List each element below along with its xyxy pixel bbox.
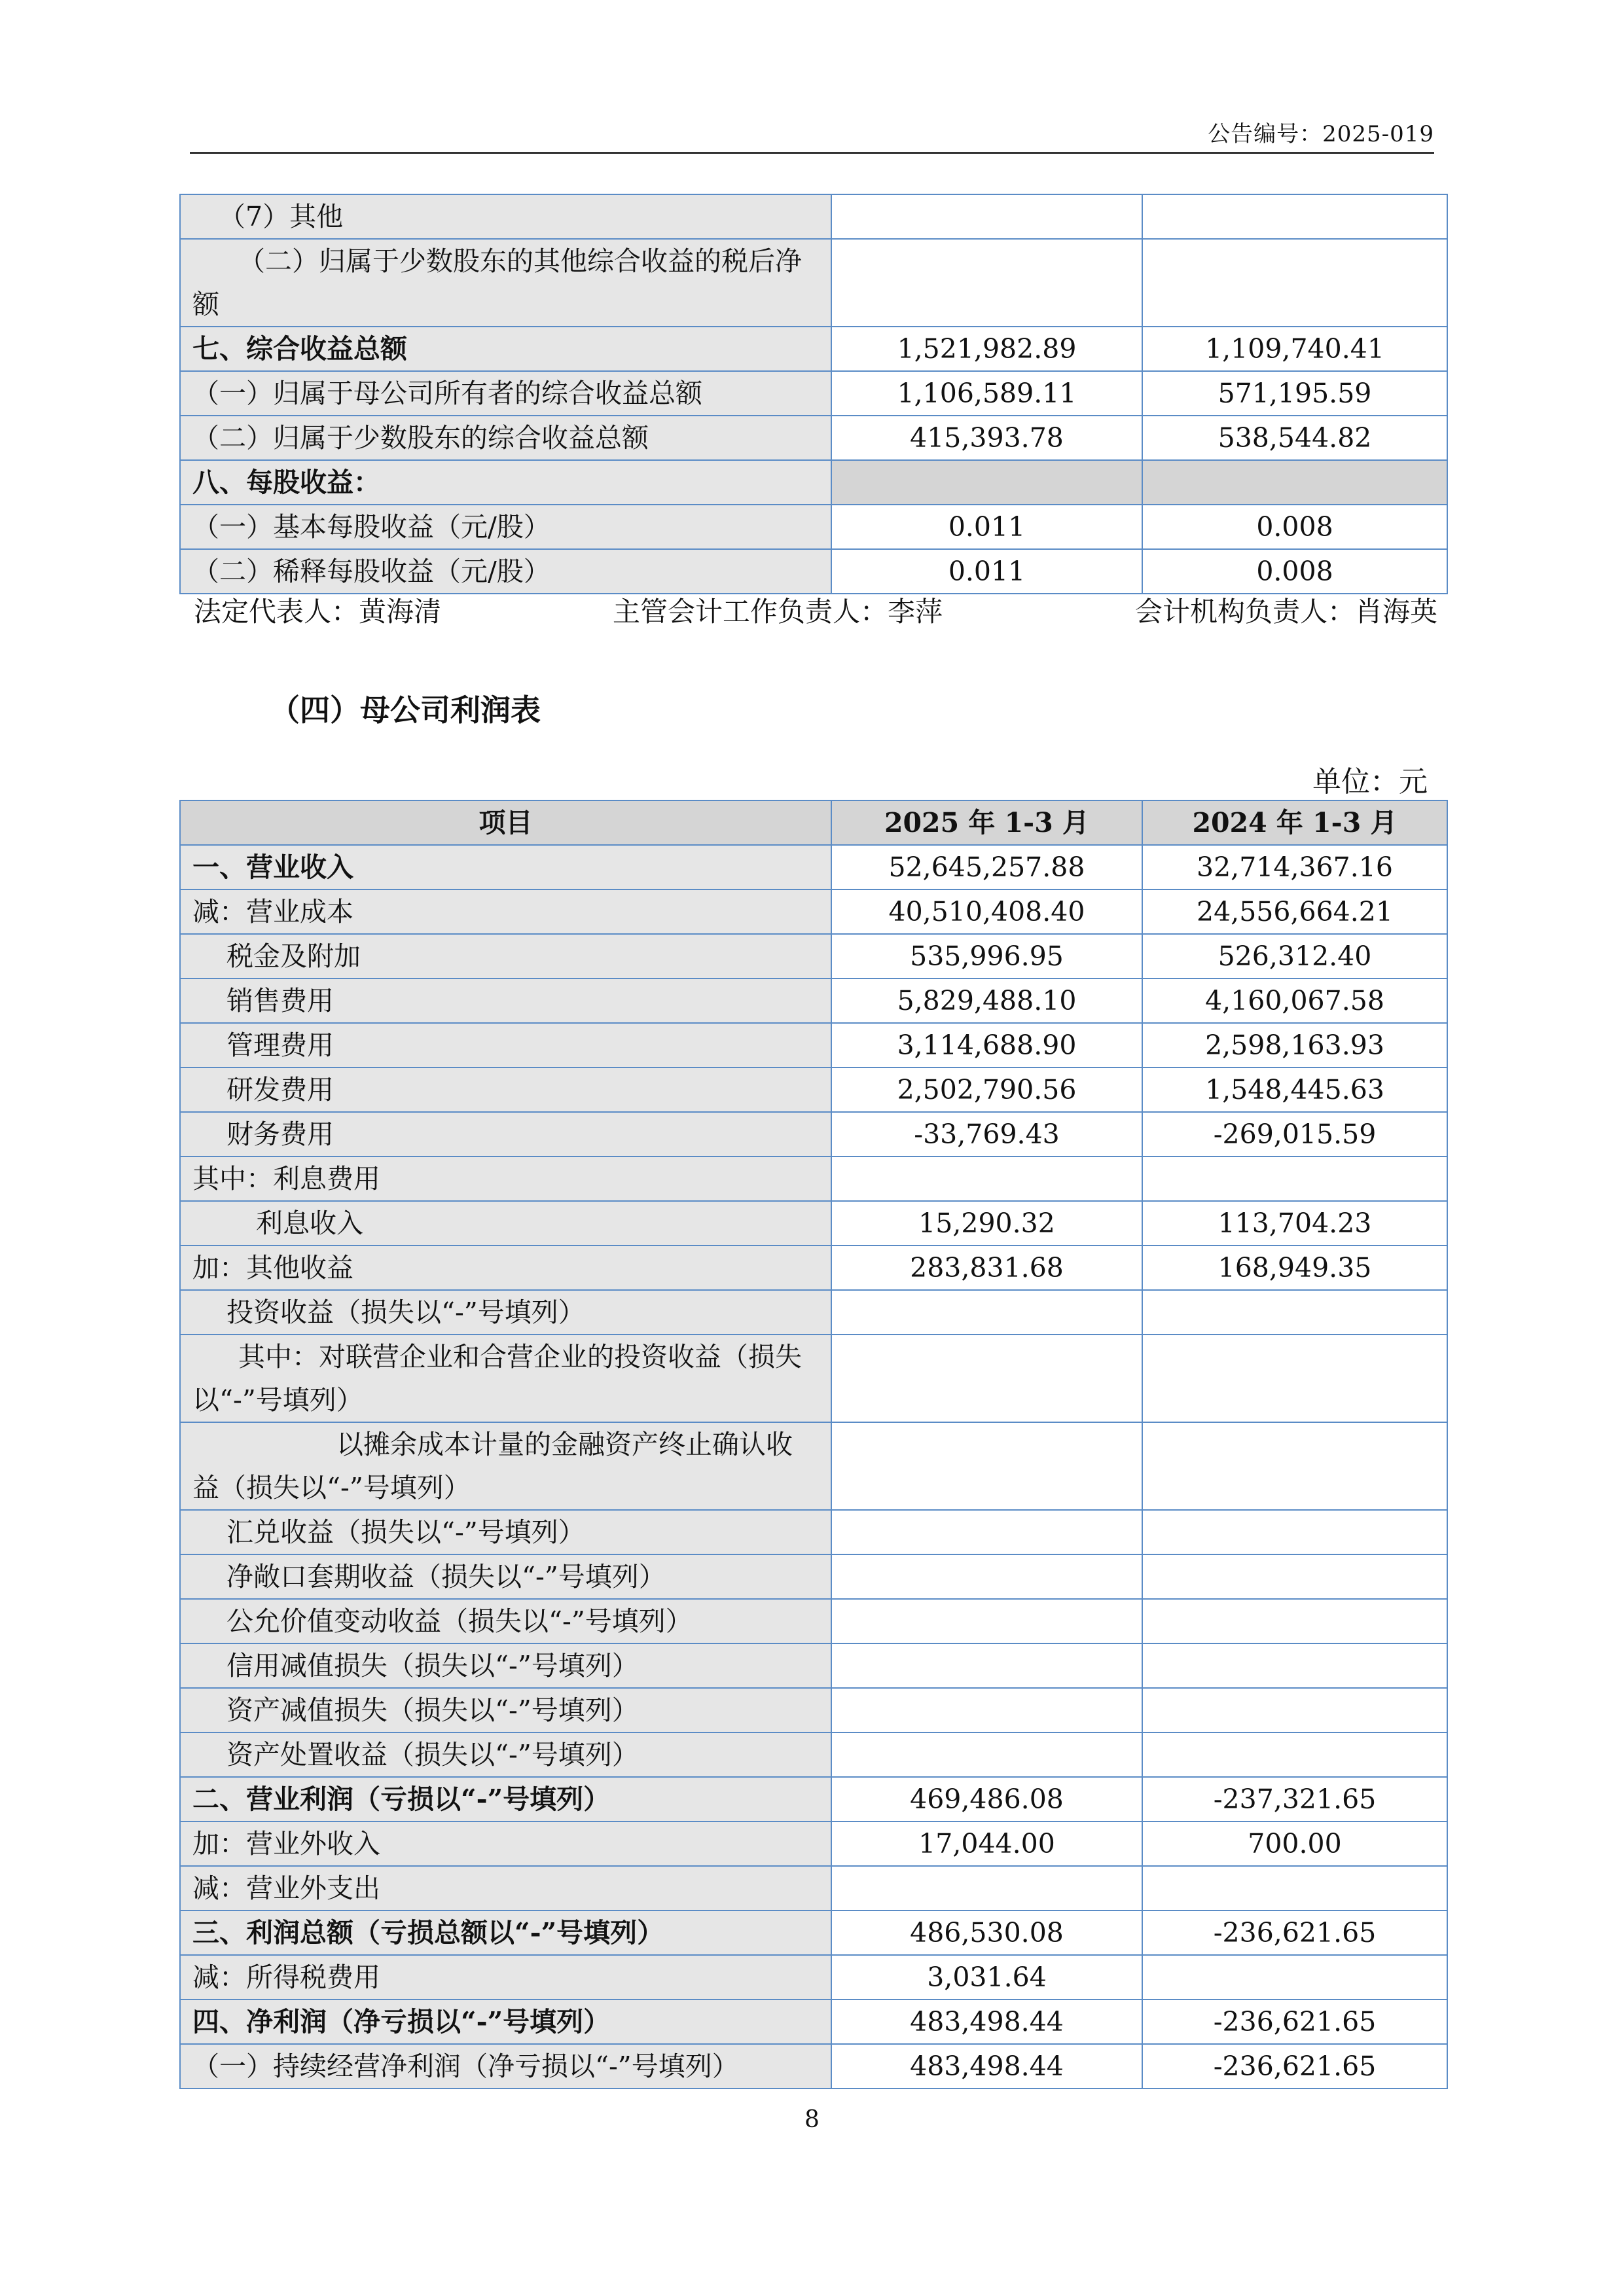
value-2024: [1142, 194, 1447, 239]
table-row: [180, 1290, 1447, 1335]
value-2025: 5,829,488.10: [831, 978, 1142, 1023]
table-row: [180, 1112, 1447, 1157]
row-label: （一）归属于母公司所有者的综合收益总额: [180, 371, 831, 416]
row-label: 以摊余成本计量的金融资产终止确认收益（损失以“-”号填列）: [180, 1422, 831, 1510]
value-2024: 0.008: [1142, 505, 1447, 549]
row-label: （二）归属于少数股东的其他综合收益的税后净额: [180, 239, 831, 327]
row-label: 七、综合收益总额: [180, 327, 831, 371]
value-2025: [831, 460, 1142, 505]
row-label: （二）稀释每股收益（元/股）: [180, 549, 831, 594]
table-row: [180, 1023, 1447, 1067]
value-2025: 469,486.08: [831, 1777, 1142, 1821]
row-label: 减：营业成本: [180, 889, 831, 934]
row-label: 八、每股收益：: [180, 460, 831, 505]
table-row: [180, 1866, 1447, 1910]
value-2024: [1142, 460, 1447, 505]
value-2025: 40,510,408.40: [831, 889, 1142, 934]
value-2024: 113,704.23: [1142, 1201, 1447, 1246]
row-label: 资产减值损失（损失以“-”号填列）: [180, 1688, 831, 1732]
value-2025: 2,502,790.56: [831, 1067, 1142, 1112]
table-row: [180, 1599, 1447, 1643]
table-row: [180, 889, 1447, 934]
row-label: 二、营业利润（亏损以“-”号填列）: [180, 1777, 831, 1821]
row-label: 其中：利息费用: [180, 1157, 831, 1201]
value-2024: [1142, 1955, 1447, 2000]
table-row: [180, 934, 1447, 978]
value-2025: 3,114,688.90: [831, 1023, 1142, 1067]
value-2024: [1142, 1599, 1447, 1643]
header-2025: 2025 年 1-3 月: [831, 800, 1142, 845]
row-label: 信用减值损失（损失以“-”号填列）: [180, 1643, 831, 1688]
value-2025: 1,521,982.89: [831, 327, 1142, 371]
table-header-row: [180, 800, 1447, 845]
accounting-head: 主管会计工作负责人：李萍: [613, 596, 943, 628]
table-row: [180, 1510, 1447, 1554]
table-row: [180, 1910, 1447, 1955]
value-2025: [831, 1688, 1142, 1732]
row-label: （7）其他: [180, 194, 831, 239]
value-2024: [1142, 1643, 1447, 1688]
table-row: [180, 1643, 1447, 1688]
value-2025: -33,769.43: [831, 1112, 1142, 1157]
value-2024: 24,556,664.21: [1142, 889, 1447, 934]
announcement-number: 公告编号：2025-019: [1208, 121, 1434, 147]
table-row: [180, 371, 1447, 416]
value-2024: [1142, 1335, 1447, 1422]
header-rule: [190, 152, 1434, 154]
table-row: [180, 2000, 1447, 2044]
table-row: [180, 505, 1447, 549]
table-row: [180, 2044, 1447, 2089]
table-row: [180, 1246, 1447, 1290]
row-label: 净敞口套期收益（损失以“-”号填列）: [180, 1554, 831, 1599]
value-2024: -236,621.65: [1142, 2000, 1447, 2044]
value-2024: 0.008: [1142, 549, 1447, 594]
table-row: [180, 1067, 1447, 1112]
table-row: [180, 1732, 1447, 1777]
value-2024: [1142, 1510, 1447, 1554]
value-2025: 483,498.44: [831, 2000, 1142, 2044]
value-2025: 535,996.95: [831, 934, 1142, 978]
comprehensive-income-table: [179, 194, 1448, 594]
value-2025: 3,031.64: [831, 1955, 1142, 2000]
value-2024: 538,544.82: [1142, 416, 1447, 460]
value-2024: -237,321.65: [1142, 1777, 1447, 1821]
header-2024: 2024 年 1-3 月: [1142, 800, 1447, 845]
value-2025: 15,290.32: [831, 1201, 1142, 1246]
value-2025: [831, 1643, 1142, 1688]
value-2024: 571,195.59: [1142, 371, 1447, 416]
value-2025: 486,530.08: [831, 1910, 1142, 1955]
value-2024: [1142, 1422, 1447, 1510]
value-2025: [831, 194, 1142, 239]
table-row: [180, 845, 1447, 889]
value-2024: [1142, 239, 1447, 327]
value-2025: [831, 1599, 1142, 1643]
value-2024: 1,109,740.41: [1142, 327, 1447, 371]
table-row: [180, 239, 1447, 327]
table-row: [180, 1688, 1447, 1732]
value-2024: [1142, 1157, 1447, 1201]
value-2025: 0.011: [831, 549, 1142, 594]
row-label: （一）持续经营净利润（净亏损以“-”号填列）: [180, 2044, 831, 2089]
value-2025: [831, 1732, 1142, 1777]
value-2024: [1142, 1732, 1447, 1777]
table-row: [180, 327, 1447, 371]
table-row: [180, 978, 1447, 1023]
row-label: （一）基本每股收益（元/股）: [180, 505, 831, 549]
row-label: 其中：对联营企业和合营企业的投资收益（损失以“-”号填列）: [180, 1335, 831, 1422]
table-row: [180, 1821, 1447, 1866]
value-2024: 1,548,445.63: [1142, 1067, 1447, 1112]
value-2025: [831, 239, 1142, 327]
value-2025: 283,831.68: [831, 1246, 1142, 1290]
value-2024: -269,015.59: [1142, 1112, 1447, 1157]
value-2024: 168,949.35: [1142, 1246, 1447, 1290]
row-label: 财务费用: [180, 1112, 831, 1157]
table-row: [180, 1157, 1447, 1201]
value-2025: [831, 1510, 1142, 1554]
row-label: 加：其他收益: [180, 1246, 831, 1290]
value-2025: [831, 1290, 1142, 1335]
table-row: [180, 1201, 1447, 1246]
value-2024: [1142, 1290, 1447, 1335]
header-item: 项目: [180, 800, 831, 845]
row-label: （二）归属于少数股东的综合收益总额: [180, 416, 831, 460]
value-2025: [831, 1554, 1142, 1599]
row-label: 税金及附加: [180, 934, 831, 978]
value-2024: [1142, 1866, 1447, 1910]
value-2024: [1142, 1554, 1447, 1599]
accounting-dept-head: 会计机构负责人：肖海英: [1134, 596, 1437, 628]
table-row: [180, 1777, 1447, 1821]
value-2025: 483,498.44: [831, 2044, 1142, 2089]
value-2024: 4,160,067.58: [1142, 978, 1447, 1023]
row-label: 研发费用: [180, 1067, 831, 1112]
row-label: 四、净利润（净亏损以“-”号填列）: [180, 2000, 831, 2044]
parent-income-statement-table: [179, 800, 1448, 2089]
table-row: [180, 1955, 1447, 2000]
row-label: 销售费用: [180, 978, 831, 1023]
row-label: 管理费用: [180, 1023, 831, 1067]
value-2024: [1142, 1688, 1447, 1732]
table-row: [180, 1554, 1447, 1599]
table-row: [180, 194, 1447, 239]
legal-representative: 法定代表人：黄海清: [194, 596, 442, 628]
value-2024: 2,598,163.93: [1142, 1023, 1447, 1067]
table-row: [180, 1422, 1447, 1510]
table-row: [180, 549, 1447, 594]
value-2024: 526,312.40: [1142, 934, 1447, 978]
value-2025: 52,645,257.88: [831, 845, 1142, 889]
table-row: [180, 1335, 1447, 1422]
unit-label: 单位：元: [1312, 765, 1428, 798]
value-2025: [831, 1157, 1142, 1201]
row-label: 资产处置收益（损失以“-”号填列）: [180, 1732, 831, 1777]
value-2025: 0.011: [831, 505, 1142, 549]
page-number: 8: [804, 2106, 820, 2133]
section-title: （四）母公司利润表: [270, 692, 541, 728]
row-label: 加：营业外收入: [180, 1821, 831, 1866]
value-2025: [831, 1422, 1142, 1510]
signers-line: [194, 590, 1437, 634]
value-2025: [831, 1335, 1142, 1422]
row-label: 减：营业外支出: [180, 1866, 831, 1910]
row-label: 汇兑收益（损失以“-”号填列）: [180, 1510, 831, 1554]
value-2025: 1,106,589.11: [831, 371, 1142, 416]
value-2025: [831, 1866, 1142, 1910]
row-label: 三、利润总额（亏损总额以“-”号填列）: [180, 1910, 831, 1955]
value-2024: 32,714,367.16: [1142, 845, 1447, 889]
row-label: 利息收入: [180, 1201, 831, 1246]
row-label: 公允价值变动收益（损失以“-”号填列）: [180, 1599, 831, 1643]
row-label: 投资收益（损失以“-”号填列）: [180, 1290, 831, 1335]
value-2024: -236,621.65: [1142, 2044, 1447, 2089]
table-row: [180, 416, 1447, 460]
value-2024: -236,621.65: [1142, 1910, 1447, 1955]
value-2025: 17,044.00: [831, 1821, 1142, 1866]
row-label: 一、营业收入: [180, 845, 831, 889]
value-2025: 415,393.78: [831, 416, 1142, 460]
row-label: 减：所得税费用: [180, 1955, 831, 2000]
value-2024: 700.00: [1142, 1821, 1447, 1866]
table-row: [180, 460, 1447, 505]
